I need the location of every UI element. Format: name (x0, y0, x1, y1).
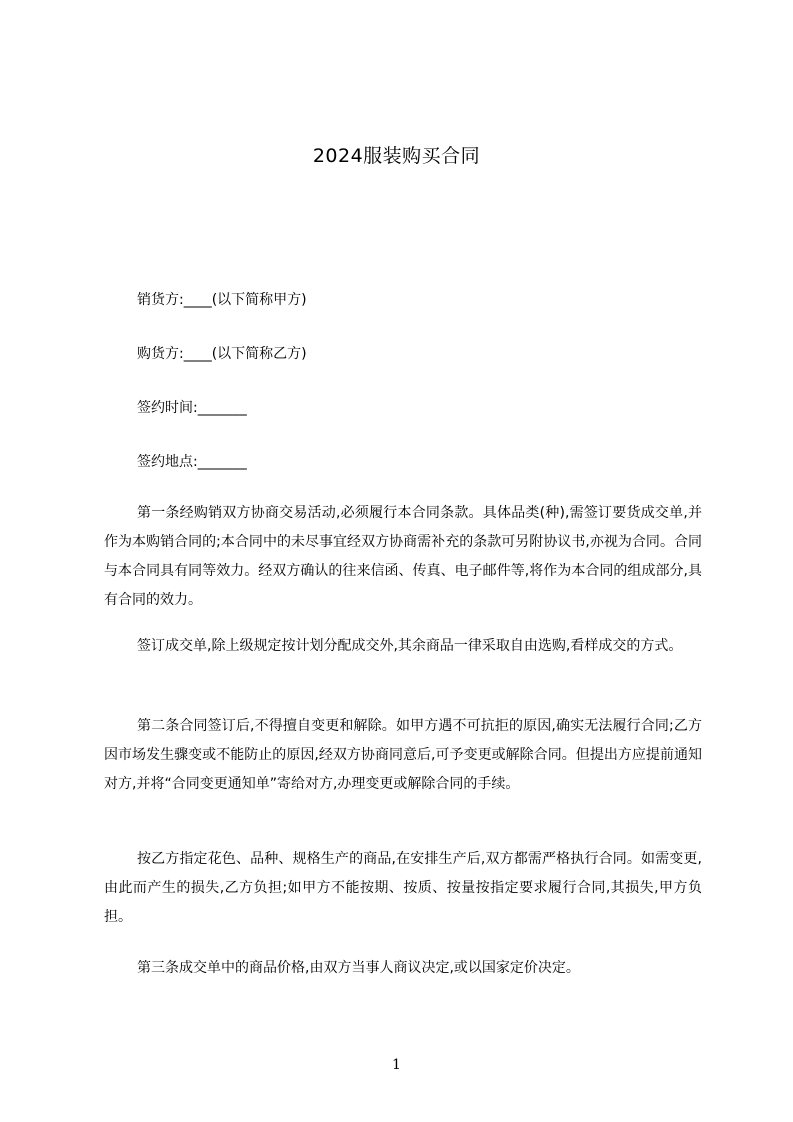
page-number: 1 (392, 1057, 401, 1073)
clause-one-paragraph: 第一条经购销双方协商交易活动,必须履行本合同条款。具体品类(种),需签订要货成交单,并作为本购销合同的;本合同中的未尽事宜经双方协商需补充的条款可另附协议书,亦视为合同。合同与本合同具有同等效力。经双方确认的往来信函、传真、电子邮件等,将作为本合同的组成部分,具有合同的效力。 (104, 505, 702, 608)
buyer-field: 购货方:____(以下简称乙方) (137, 346, 307, 362)
seller-field: 销货方:____(以下简称甲方) (137, 292, 307, 308)
order-form-paragraph: 签订成交单,除上级规定按计划分配成交外,其余商品一律采取自由选购,看样成交的方式。 (137, 638, 683, 654)
signing-place-field: 签约地点:_______ (137, 454, 247, 470)
clause-two-paragraph: 第二条合同签订后,不得擅自变更和解除。如甲方遇不可抗拒的原因,确实无法履行合同;乙方因市场发生骤变或不能防止的原因,经双方协商同意后,可予变更或解除合同。但提出方应提前通知对方,并将“合同变更通知单”寄给对方,办理变更或解除合同的手续。 (104, 718, 702, 792)
page-title: 2024服装购买合同 (312, 145, 481, 167)
clause-three-paragraph: 第三条成交单中的商品价格,由双方当事人商议决定,或以国家定价决定。 (137, 960, 580, 976)
specified-goods-paragraph: 按乙方指定花色、品种、规格生产的商品,在安排生产后,双方都需严格执行合同。如需变更,由此而产生的损失,乙方负担;如甲方不能按期、按质、按量按指定要求履行合同,其损失,甲方负担。 (104, 851, 702, 925)
signing-time-field: 签约时间:_______ (137, 400, 247, 416)
